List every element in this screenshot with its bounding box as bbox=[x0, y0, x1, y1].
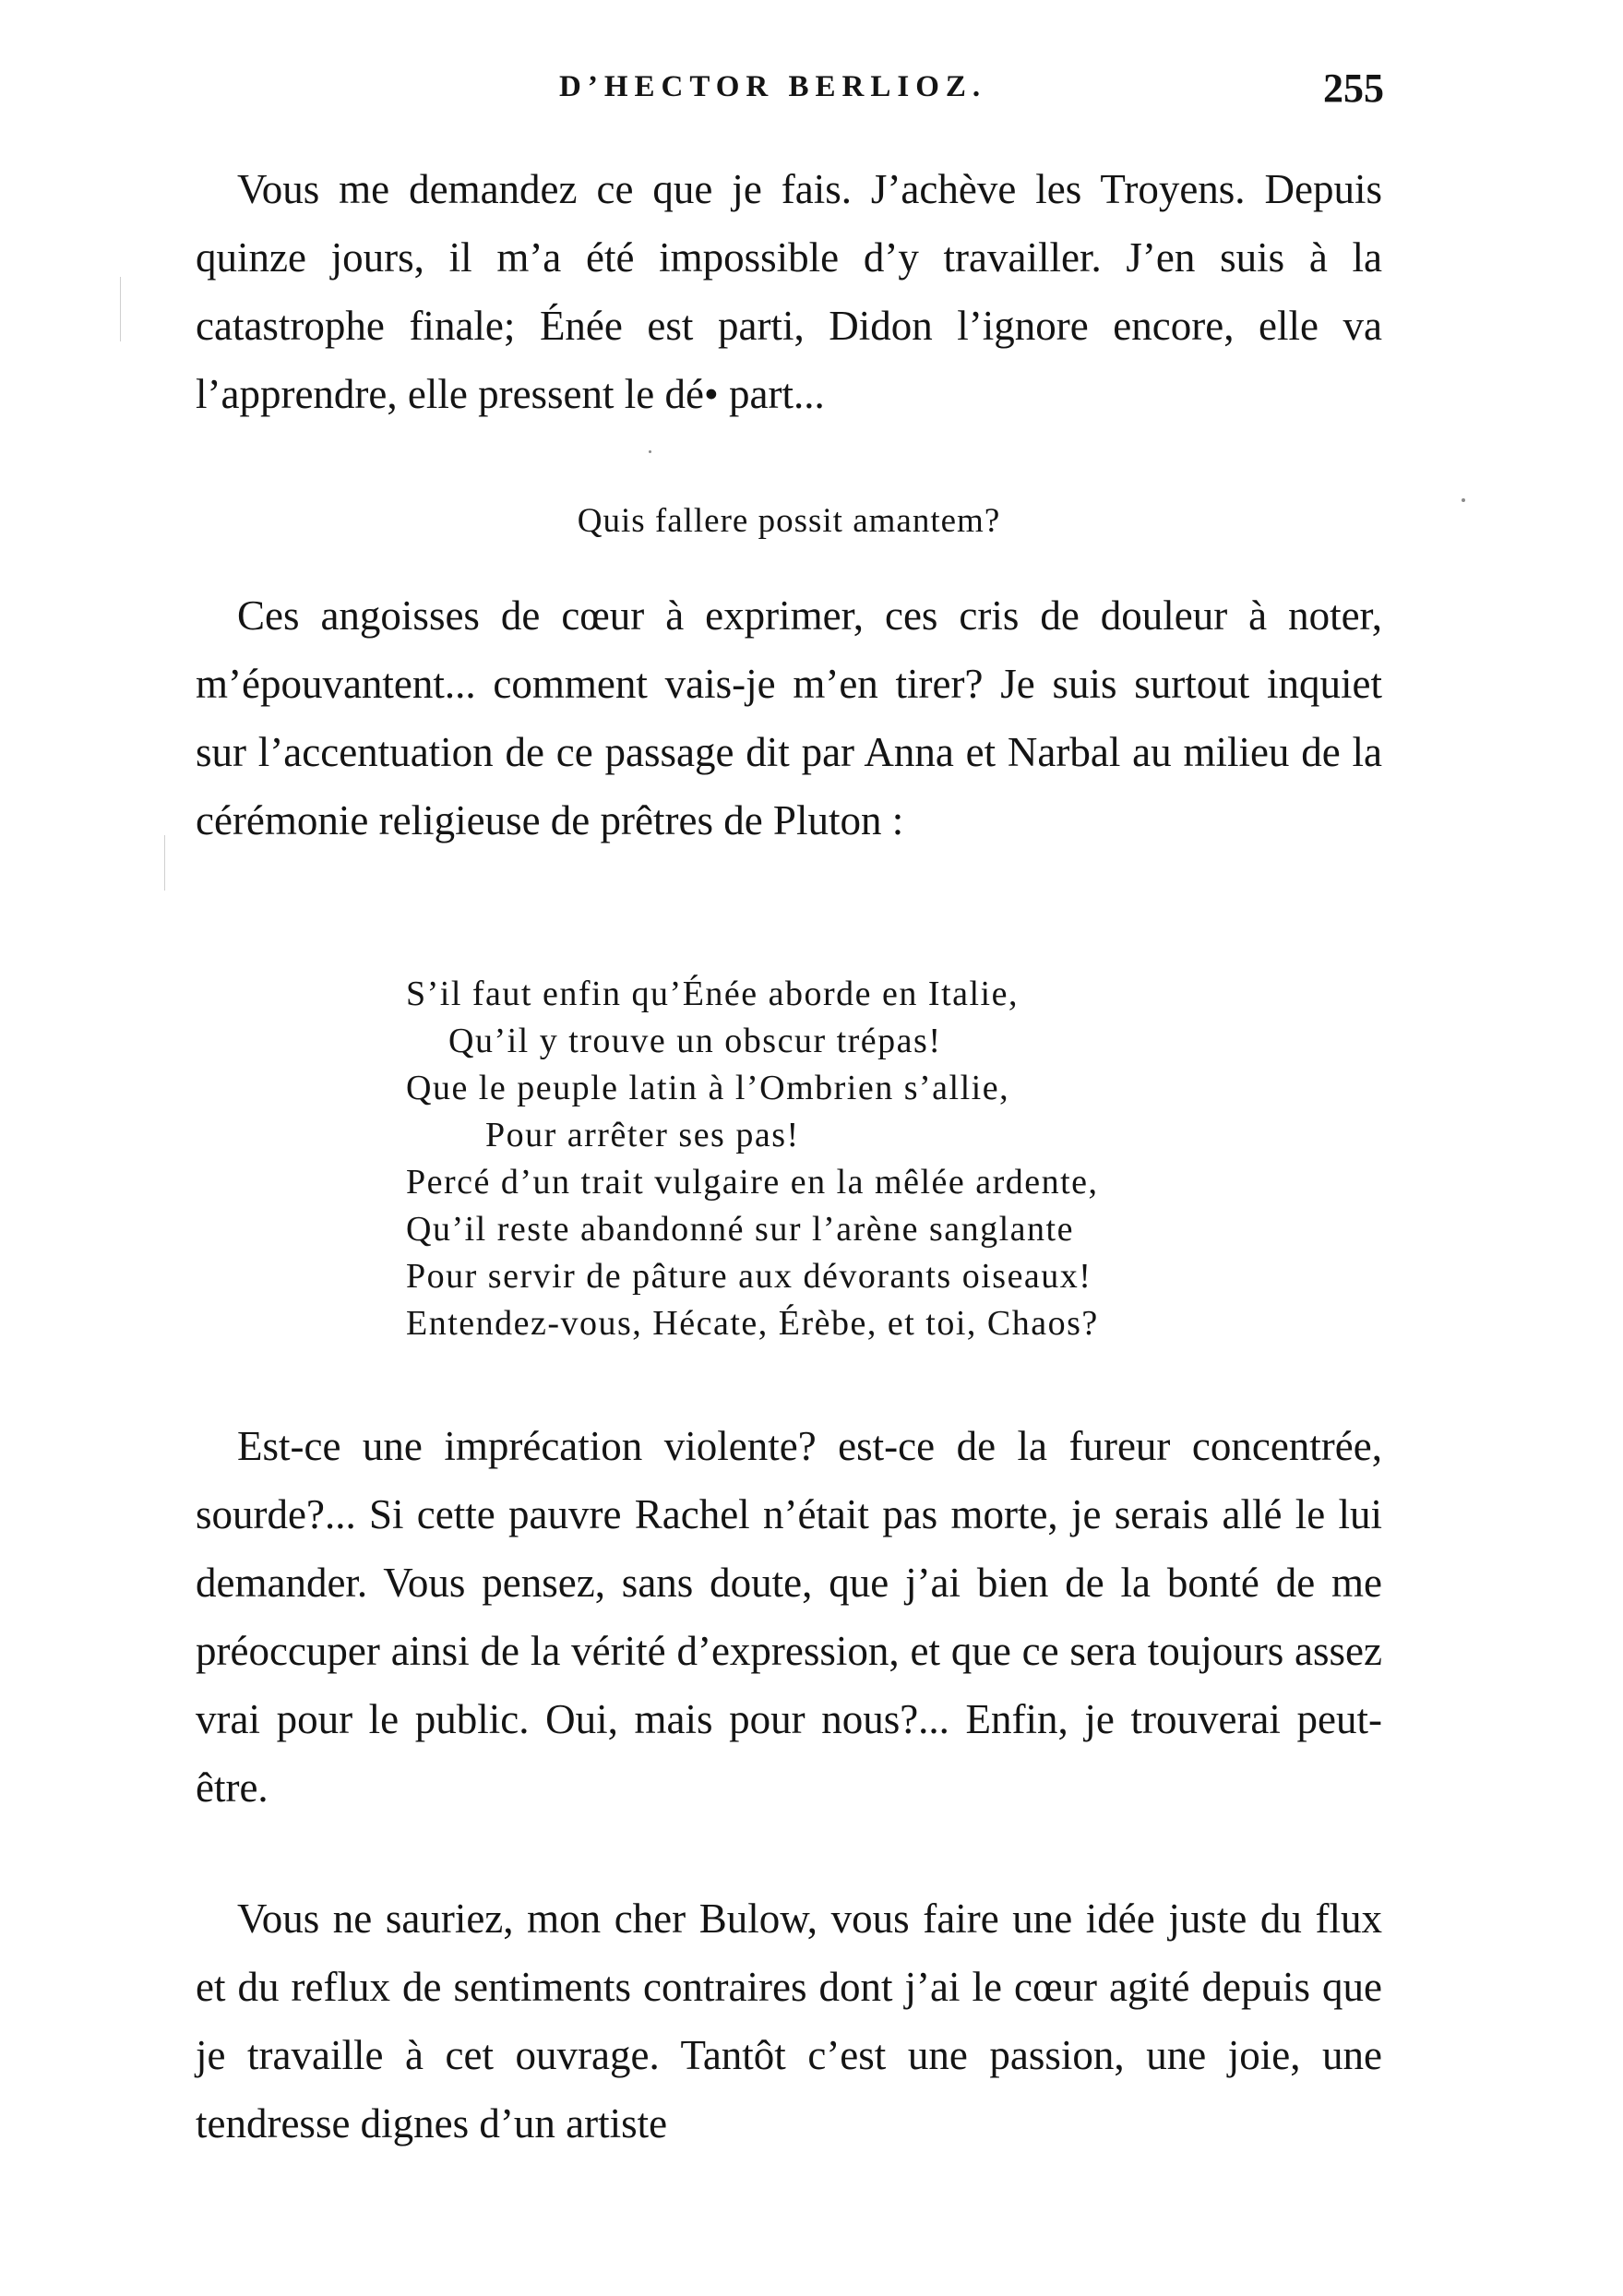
verse-line: Qu’il reste abandonné sur l’arène sanglante bbox=[406, 1210, 1074, 1249]
verse-line: Pour servir de pâture aux dévorants oiseaux! bbox=[406, 1257, 1092, 1296]
verse-block bbox=[406, 971, 1099, 1347]
paragraph-1-block bbox=[196, 155, 1382, 428]
verse-line: Qu’il y trouve un obscur trépas! bbox=[448, 1022, 942, 1060]
paragraph-1: Vous me demandez ce que je fais. J’achève les Troyens. Depuis quinze jours, il m’a été impossible d’y travailler. J’en suis à la catastrophe finale; Énée est parti, Didon l’ignore encore, elle va l’apprendre, elle pressent le dé• part... bbox=[196, 166, 1382, 417]
paragraph-3: Est-ce une imprécation violente? est-ce de la fureur concentrée, sourde?... Si cette pauvre Rachel n’était pas morte, je serais allé le lui demander. Vous pensez, sans doute, que j’ai bien de la bonté de me préoccuper ainsi de la vérité d’expression, et que ce sera toujours assez vrai pour le public. Oui, mais pour nous?... Enfin, je trouverai peut-être. bbox=[196, 1423, 1382, 1811]
verse-line: Entendez-vous, Hécate, Érèbe, et toi, Chaos? bbox=[406, 1304, 1099, 1343]
scan-speck bbox=[649, 450, 651, 453]
quote-block bbox=[196, 487, 1382, 543]
verse-line: Percé d’un trait vulgaire en la mêlée ardente, bbox=[406, 1163, 1099, 1202]
verse-line: S’il faut enfin qu’Énée aborde en Italie, bbox=[406, 975, 1019, 1013]
scan-margin-mark bbox=[164, 835, 165, 891]
page-number: 255 bbox=[1323, 66, 1384, 111]
paragraph-2-block bbox=[196, 581, 1382, 855]
scan-margin-mark bbox=[120, 277, 121, 341]
paragraph-4-block bbox=[196, 1884, 1382, 2158]
latin-quotation: Quis fallere possit amantem? bbox=[577, 502, 1001, 540]
scan-speck bbox=[1462, 498, 1465, 502]
paragraph-2: Ces angoisses de cœur à exprimer, ces cris de douleur à noter, m’épouvantent... comment vais-je m’en tirer? Je suis surtout inquiet sur l’accentuation de ce passage dit par Anna et Narbal au milieu de la cérémonie religieuse de prêtres de Pluton : bbox=[196, 592, 1382, 843]
paragraph-4: Vous ne sauriez, mon cher Bulow, vous faire une idée juste du flux et du reflux de sentiments contraires dont j’ai le cœur agité depuis que je travaille à cet ouvrage. Tantôt c’est une passion, une joie, une tendresse dignes d’un artiste bbox=[196, 1895, 1382, 2147]
running-head bbox=[194, 65, 1384, 120]
running-title: D’HECTOR BERLIOZ. bbox=[559, 70, 987, 103]
verse-line: Pour arrêter ses pas! bbox=[485, 1116, 800, 1154]
paragraph-3-block bbox=[196, 1412, 1382, 1822]
verse-line: Que le peuple latin à l’Ombrien s’allie, bbox=[406, 1069, 1010, 1107]
